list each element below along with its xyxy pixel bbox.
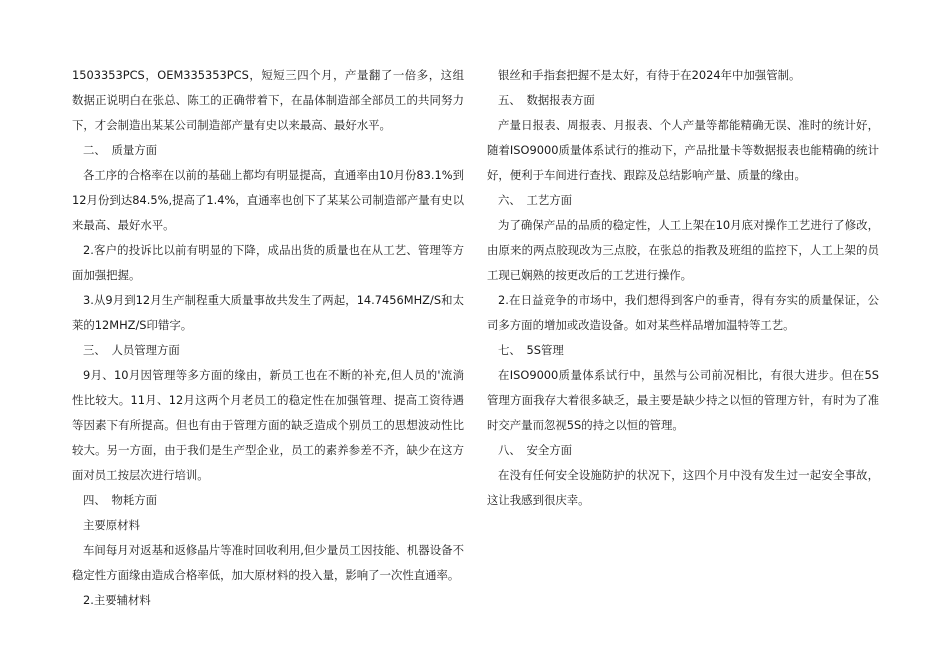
section-heading-consumption: 四、 物耗方面 bbox=[83, 493, 158, 507]
left-column bbox=[72, 63, 464, 613]
paragraph-equipment: 2.在日益竞争的市场中，我们想得到客户的垂青，得有夯实的质量保证，公司多方面的增加或改造设备。如对某些样品增加温特等工艺。 bbox=[487, 293, 879, 332]
paragraph-pass-rate: 各工序的合格率在以前的基础上都均有明显提高，直通率由10月份83.1%到12月份到达84.5%,提高了1.4%，直通率也创下了某某公司制造部产量有史以来最高、最好水平。 bbox=[72, 168, 465, 232]
paragraph-quality-incidents: 3.从9月到12月生产制程重大质量事故共发生了两起，14.7456MHZ/S和太莱的12MHZ/S印错字。 bbox=[72, 293, 464, 332]
section-heading-process: 六、 工艺方面 bbox=[498, 193, 573, 207]
section-heading-quality: 二、 质量方面 bbox=[83, 143, 158, 157]
section-heading-personnel: 三、 人员管理方面 bbox=[83, 343, 180, 357]
subheading-raw-materials: 主要原材料 bbox=[83, 518, 140, 532]
section-heading-5s: 七、 5S管理 bbox=[498, 343, 564, 357]
paragraph-safety: 在没有任何安全设施防护的状况下，这四个月中没有发生过一起安全事故，这让我感到很庆幸。 bbox=[487, 468, 879, 507]
section-heading-safety: 八、 安全方面 bbox=[498, 443, 573, 457]
paragraph-process-change: 为了确保产品的品质的稳定性，人工上架在10月底对操作工艺进行了修改，由原来的两点胶现改为三点胶，在张总的指教及班组的监控下，人工上架的员工现已娴熟的按更改后的工艺进行操作。 bbox=[487, 218, 879, 282]
subheading-auxiliary-materials: 2.主要辅材料 bbox=[83, 593, 151, 607]
right-column bbox=[487, 63, 879, 513]
paragraph-raw-materials: 车间每月对返基和返修晶片等准时回收利用,但少量员工因技能、机器设备不稳定性方面缘由造成合格率低，加大原材料的投入量，影响了一次性直通率。 bbox=[72, 543, 464, 582]
paragraph-production-summary: 1503353PCS，OEM335353PCS，短短三四个月，产量翻了一倍多，这组数据正说明白在张总、陈工的正确带着下，在晶体制造部全部员工的共同努力下，才会制造出某某公司制造部产量有史以来最高、最好水平。 bbox=[72, 68, 464, 132]
section-heading-reports: 五、 数据报表方面 bbox=[498, 93, 595, 107]
paragraph-auxiliary-control: 银丝和手指套把握不是太好，有待于在2024年中加强管制。 bbox=[498, 68, 801, 82]
paragraph-personnel: 9月、10月因管理等多方面的缘由，新员工也在不断的补充,但人员的'流淌性比较大。11月、12月这两个月老员工的稳定性在加强管理、提高工资待遇等因素下有所提高。但也有由于管理方面的缺乏造成个别员工的思想波动性比较大。另一方面，由于我们是生产型企业，员工的素养参差不齐，缺少在这方面对员工按层次进行培训。 bbox=[72, 368, 464, 482]
paragraph-5s: 在ISO9000质量体系试行中，虽然与公司前况相比，有很大进步。但在5S管理方面我存大着很多缺乏，最主要是缺少持之以恒的管理方针，有时为了准时交产量而忽视5S的持之以恒的管理。 bbox=[487, 368, 879, 432]
paragraph-reports: 产量日报表、周报表、月报表、个人产量等都能精确无误、准时的统计好，随着ISO9000质量体系试行的推动下，产品批量卡等数据报表也能精确的统计好，便利于车间进行查找、跟踪及总结影响产量、质量的缘由。 bbox=[487, 118, 879, 182]
paragraph-customer-complaints: 2.客户的投诉比以前有明显的下降，成品出货的质量也在从工艺、管理等方面加强把握。 bbox=[72, 243, 464, 282]
